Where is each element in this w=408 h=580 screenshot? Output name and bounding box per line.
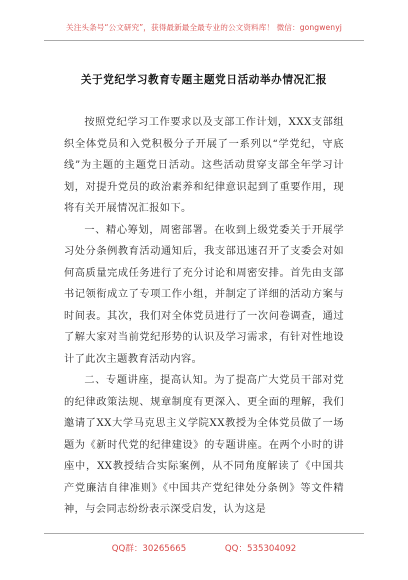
footer-qq: QQ：535304092	[224, 544, 297, 554]
footer-divider	[44, 533, 364, 534]
paragraph-section-2: 二、专题讲座，提高认知。为了提高广大党员干部对党的纪律政策法规、规章制度有更深入、更全面的理解，我们邀请了XX大学马克思主义学院XX教授为全体党员做了一场题为《新时代党的纪律建设》的专题讲座。在两个小时的讲座中，XX教授结合实际案例，从不同角度解读了《中国共产党廉洁自律准则》《中国共产党纪律处分条例》等文件精神，与会同志纷纷表示深受启发，认为这是	[64, 375, 344, 515]
footer-qq-group: QQ群：30265665	[111, 544, 187, 554]
footer-contacts	[0, 542, 408, 554]
paragraph-section-1: 一、精心筹划，周密部署。在收到上级党委关于开展学习处分条例教育活动通知后，我支部迅速召开了支委会对如何高质量完成任务进行了充分讨论和周密安排。首先由支部书记领衔成立了专项工作小组，并制定了详细的活动方案与时间表。其次，我们对全体党员进行了一次问卷调查，通过了解大家对当前党纪形势的认识及学习需求，有针对性地设计了此次主题教育活动内容。	[64, 224, 344, 365]
document-title: 关于党纪学习教育专题主题党日活动举办情况汇报	[80, 74, 328, 86]
header-divider	[44, 40, 364, 41]
document-body	[64, 112, 344, 521]
header-banner: 关注头条号“公文研究”，获得最新最全最专业的公文资料库！ 微信：gongwenyj	[66, 23, 342, 32]
paragraph-intro: 按照党纪学习工作要求以及支部工作计划，XXX支部组织全体党员和入党积极分子开展了一系列以“学党纪，守底线”为主题的主题党日活动。这些活动贯穿支部全年学习计划，对提升党员的政治素养和纪律意识起到了重要作用，现将有关开展情况汇报如下。	[64, 117, 344, 214]
